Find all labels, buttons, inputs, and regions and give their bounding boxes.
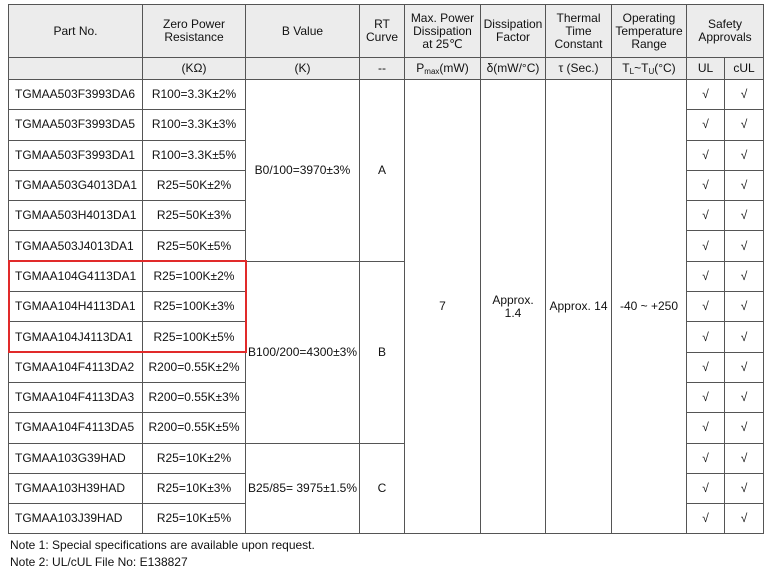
cul-check-cell: √ bbox=[725, 473, 764, 503]
b-value-cell-group-b: B100/200=4300±3% bbox=[246, 261, 360, 443]
cul-check-cell: √ bbox=[725, 443, 764, 473]
cul-check-cell: √ bbox=[725, 382, 764, 412]
cul-check-cell: √ bbox=[725, 322, 764, 352]
ul-check-cell: √ bbox=[687, 110, 725, 140]
notes bbox=[10, 537, 315, 571]
part-number-cell: TGMAA103G39HAD bbox=[9, 443, 143, 473]
part-number-cell: TGMAA503H4013DA1 bbox=[9, 201, 143, 231]
unit-temp-suffix: (°C) bbox=[654, 60, 676, 75]
unit-b-value: (K) bbox=[246, 58, 360, 80]
unit-dissipation: δ(mW/°C) bbox=[481, 58, 546, 80]
cul-check-cell: √ bbox=[725, 292, 764, 322]
part-number-cell: TGMAA104G4113DA1 bbox=[9, 261, 143, 291]
table-row bbox=[9, 80, 764, 110]
header-row bbox=[9, 5, 764, 58]
unit-pmax bbox=[405, 58, 481, 80]
part-number-cell: TGMAA503F3993DA6 bbox=[9, 80, 143, 110]
unit-temp-mid: ~T bbox=[634, 60, 649, 75]
ul-check-cell: √ bbox=[687, 322, 725, 352]
b-value-cell-group-a: B0/100=3970±3% bbox=[246, 80, 360, 262]
ul-check-cell: √ bbox=[687, 80, 725, 110]
cul-check-cell: √ bbox=[725, 352, 764, 382]
ul-check-cell: √ bbox=[687, 261, 725, 291]
cul-check-cell: √ bbox=[725, 140, 764, 170]
unit-ul: UL bbox=[687, 58, 725, 80]
part-number-cell: TGMAA104F4113DA3 bbox=[9, 382, 143, 412]
resistance-cell: R100=3.3K±5% bbox=[143, 140, 246, 170]
header-safety: Safety Approvals bbox=[687, 5, 764, 58]
resistance-cell: R25=100K±5% bbox=[143, 322, 246, 352]
resistance-cell: R25=10K±5% bbox=[143, 504, 246, 534]
unit-blank bbox=[9, 58, 143, 80]
resistance-cell: R200=0.55K±3% bbox=[143, 382, 246, 412]
ul-check-cell: √ bbox=[687, 504, 725, 534]
unit-cul: cUL bbox=[725, 58, 764, 80]
header-rt-curve: RT Curve bbox=[360, 5, 405, 58]
part-number-cell: TGMAA103J39HAD bbox=[9, 504, 143, 534]
header-part-no: Part No. bbox=[9, 5, 143, 58]
header-thermal: Thermal Time Constant bbox=[546, 5, 612, 58]
unit-pmax-prefix: P bbox=[416, 60, 425, 75]
units-row bbox=[9, 58, 764, 80]
ul-check-cell: √ bbox=[687, 170, 725, 200]
part-number-cell: TGMAA503F3993DA1 bbox=[9, 140, 143, 170]
unit-temp bbox=[612, 58, 687, 80]
dissipation-cell: Approx. 1.4 bbox=[481, 80, 546, 534]
ul-check-cell: √ bbox=[687, 473, 725, 503]
rt-curve-cell-group-b: B bbox=[360, 261, 405, 443]
unit-temp-l-sub: L bbox=[629, 66, 635, 76]
ul-check-cell: √ bbox=[687, 231, 725, 261]
pmax-cell: 7 bbox=[405, 80, 481, 534]
cul-check-cell: √ bbox=[725, 170, 764, 200]
temp-range-cell: -40 ~ +250 bbox=[612, 80, 687, 534]
unit-pmax-suffix: (mW) bbox=[439, 60, 469, 75]
cul-check-cell: √ bbox=[725, 201, 764, 231]
part-number-cell: TGMAA503G4013DA1 bbox=[9, 170, 143, 200]
thermal-cell: Approx. 14 bbox=[546, 80, 612, 534]
resistance-cell: R25=50K±5% bbox=[143, 231, 246, 261]
header-dissipation: Dissipation Factor bbox=[481, 5, 546, 58]
rt-curve-cell-group-a: A bbox=[360, 80, 405, 262]
header-max-power: Max. Power Dissipation at 25℃ bbox=[405, 5, 481, 58]
spec-table bbox=[8, 4, 764, 534]
part-number-cell: TGMAA104J4113DA1 bbox=[9, 322, 143, 352]
resistance-cell: R200=0.55K±2% bbox=[143, 352, 246, 382]
header-zero-power: Zero Power Resistance bbox=[143, 5, 246, 58]
resistance-cell: R100=3.3K±2% bbox=[143, 80, 246, 110]
resistance-cell: R25=100K±3% bbox=[143, 292, 246, 322]
part-number-cell: TGMAA503J4013DA1 bbox=[9, 231, 143, 261]
cul-check-cell: √ bbox=[725, 413, 764, 443]
unit-rt-curve: -- bbox=[360, 58, 405, 80]
b-value-cell-group-c: B25/85= 3975±1.5% bbox=[246, 443, 360, 534]
cul-check-cell: √ bbox=[725, 231, 764, 261]
cul-check-cell: √ bbox=[725, 80, 764, 110]
unit-resistance: (KΩ) bbox=[143, 58, 246, 80]
part-number-cell: TGMAA104H4113DA1 bbox=[9, 292, 143, 322]
unit-thermal: τ (Sec.) bbox=[546, 58, 612, 80]
resistance-cell: R25=100K±2% bbox=[143, 261, 246, 291]
header-b-value: B Value bbox=[246, 5, 360, 58]
spec-table-container bbox=[8, 4, 764, 534]
resistance-cell: R25=10K±3% bbox=[143, 473, 246, 503]
resistance-cell: R25=10K±2% bbox=[143, 443, 246, 473]
ul-check-cell: √ bbox=[687, 140, 725, 170]
note-2: Note 2: UL/cUL File No: E138827 bbox=[10, 555, 188, 569]
cul-check-cell: √ bbox=[725, 110, 764, 140]
ul-check-cell: √ bbox=[687, 352, 725, 382]
resistance-cell: R200=0.55K±5% bbox=[143, 413, 246, 443]
part-number-cell: TGMAA503F3993DA5 bbox=[9, 110, 143, 140]
rt-curve-cell-group-c: C bbox=[360, 443, 405, 534]
cul-check-cell: √ bbox=[725, 504, 764, 534]
part-number-cell: TGMAA103H39HAD bbox=[9, 473, 143, 503]
unit-temp-tl: T bbox=[622, 60, 630, 75]
spec-table-body bbox=[9, 80, 764, 534]
resistance-cell: R100=3.3K±3% bbox=[143, 110, 246, 140]
resistance-cell: R25=50K±2% bbox=[143, 170, 246, 200]
part-number-cell: TGMAA104F4113DA5 bbox=[9, 413, 143, 443]
ul-check-cell: √ bbox=[687, 382, 725, 412]
header-operating: Operating Temperature Range bbox=[612, 5, 687, 58]
ul-check-cell: √ bbox=[687, 443, 725, 473]
ul-check-cell: √ bbox=[687, 413, 725, 443]
ul-check-cell: √ bbox=[687, 201, 725, 231]
part-number-cell: TGMAA104F4113DA2 bbox=[9, 352, 143, 382]
cul-check-cell: √ bbox=[725, 261, 764, 291]
note-1: Note 1: Special specifications are available upon request. bbox=[10, 538, 315, 552]
resistance-cell: R25=50K±3% bbox=[143, 201, 246, 231]
unit-temp-u-sub: U bbox=[648, 66, 655, 76]
ul-check-cell: √ bbox=[687, 292, 725, 322]
unit-pmax-sub: max bbox=[424, 66, 440, 76]
